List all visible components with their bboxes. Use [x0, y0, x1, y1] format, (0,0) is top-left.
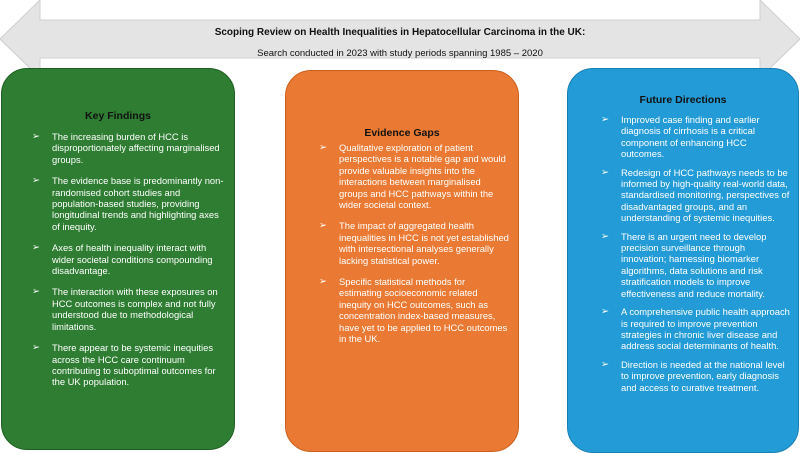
key-findings-list	[32, 131, 226, 398]
list-item	[32, 342, 226, 388]
arrow-bullet-icon: ➢	[32, 175, 40, 187]
arrow-bullet-icon: ➢	[32, 342, 40, 354]
future-directions-list	[601, 114, 792, 400]
list-item	[601, 167, 792, 224]
list-item	[319, 220, 510, 266]
item-text: The impact of aggregated health inequalities in HCC is not yet established with intersectional analyses generally lacking statistical power.	[339, 220, 509, 266]
list-item	[601, 359, 792, 393]
item-text: There is an urgent need to develop precision surveillance through innovation; harnessing biomarker algorithms, data solutions and risk stratification models to improve effectiveness and reduce mortality.	[621, 230, 767, 299]
arrow-bullet-icon: ➢	[601, 166, 609, 178]
arrow-bullet-icon: ➢	[601, 306, 609, 318]
future-directions-panel	[567, 68, 799, 453]
arrow-bullet-icon: ➢	[601, 230, 609, 242]
item-text: There appear to be systemic inequities across the HCC care continuum contributing to suboptimal outcomes for the UK population.	[52, 342, 216, 388]
arrow-bullet-icon: ➢	[319, 276, 327, 288]
item-text: A comprehensive public health approach is required to improve prevention strategies in chronic liver disease and address social determinants of health.	[621, 306, 790, 352]
search-period: Search conducted in 2023 with study periods spanning 1985 – 2020	[257, 48, 543, 59]
list-item	[32, 242, 226, 276]
item-text: The interaction with these exposures on HCC outcomes is complex and not fully understood due to methodological limitations.	[52, 286, 218, 332]
item-text: Improved case finding and earlier diagnosis of cirrhosis is a critical component of enhancing HCC outcomes.	[621, 114, 760, 160]
item-text: Qualitative exploration of patient perspectives is a notable gap and would provide valuable insights into the interactions between marginalised groups and HCC pathways within the wider societal context.	[339, 142, 506, 211]
list-item	[319, 142, 510, 210]
item-text: The evidence base is predominantly non-randomised cohort studies and population-based studies, providing longitudinal trends and highlighting axes of inequity.	[52, 175, 224, 232]
list-item	[32, 175, 226, 232]
item-text: Axes of health inequality interact with wider societal conditions compounding disadvantage.	[52, 242, 213, 277]
evidence-gaps-title: Evidence Gaps	[364, 127, 440, 139]
list-item	[601, 231, 792, 299]
list-item	[319, 276, 510, 344]
arrow-bullet-icon: ➢	[601, 358, 609, 370]
item-text: The increasing burden of HCC is disproportionately affecting marginalised groups.	[52, 131, 220, 165]
list-item	[32, 286, 226, 332]
arrow-bullet-icon: ➢	[32, 286, 40, 298]
arrow-bullet-icon: ➢	[32, 131, 40, 142]
item-text: Specific statistical methods for estimating socioeconomic related inequity on HCC outcomes, such as concentration index-based measures, have yet to be applied to HCC outcomes in the UK.	[339, 276, 508, 345]
list-item	[601, 114, 792, 160]
review-title: Scoping Review on Health Inequalities in Hepatocellular Carcinoma in the UK:	[214, 27, 586, 38]
arrow-bullet-icon: ➢	[601, 114, 609, 125]
arrow-bullet-icon: ➢	[32, 242, 40, 254]
key-findings-title: Key Findings	[85, 110, 151, 122]
arrow-body	[0, 0, 800, 78]
arrow-bullet-icon: ➢	[319, 142, 327, 153]
list-item	[32, 131, 226, 165]
item-text: Direction is needed at the national level to improve prevention, early diagnosis and access to curative treatment.	[621, 358, 785, 393]
arrow-bullet-icon: ➢	[319, 220, 327, 232]
future-directions-title: Future Directions	[639, 94, 727, 106]
evidence-gaps-list	[319, 142, 510, 355]
key-findings-panel	[1, 68, 235, 450]
item-text: Redesign of HCC pathways needs to be informed by high-quality real-world data, standardised monitoring, perspectives of disadvantaged groups, and an understanding of systemic inequities.	[621, 166, 790, 224]
evidence-gaps-panel	[285, 70, 519, 452]
list-item	[601, 306, 792, 352]
